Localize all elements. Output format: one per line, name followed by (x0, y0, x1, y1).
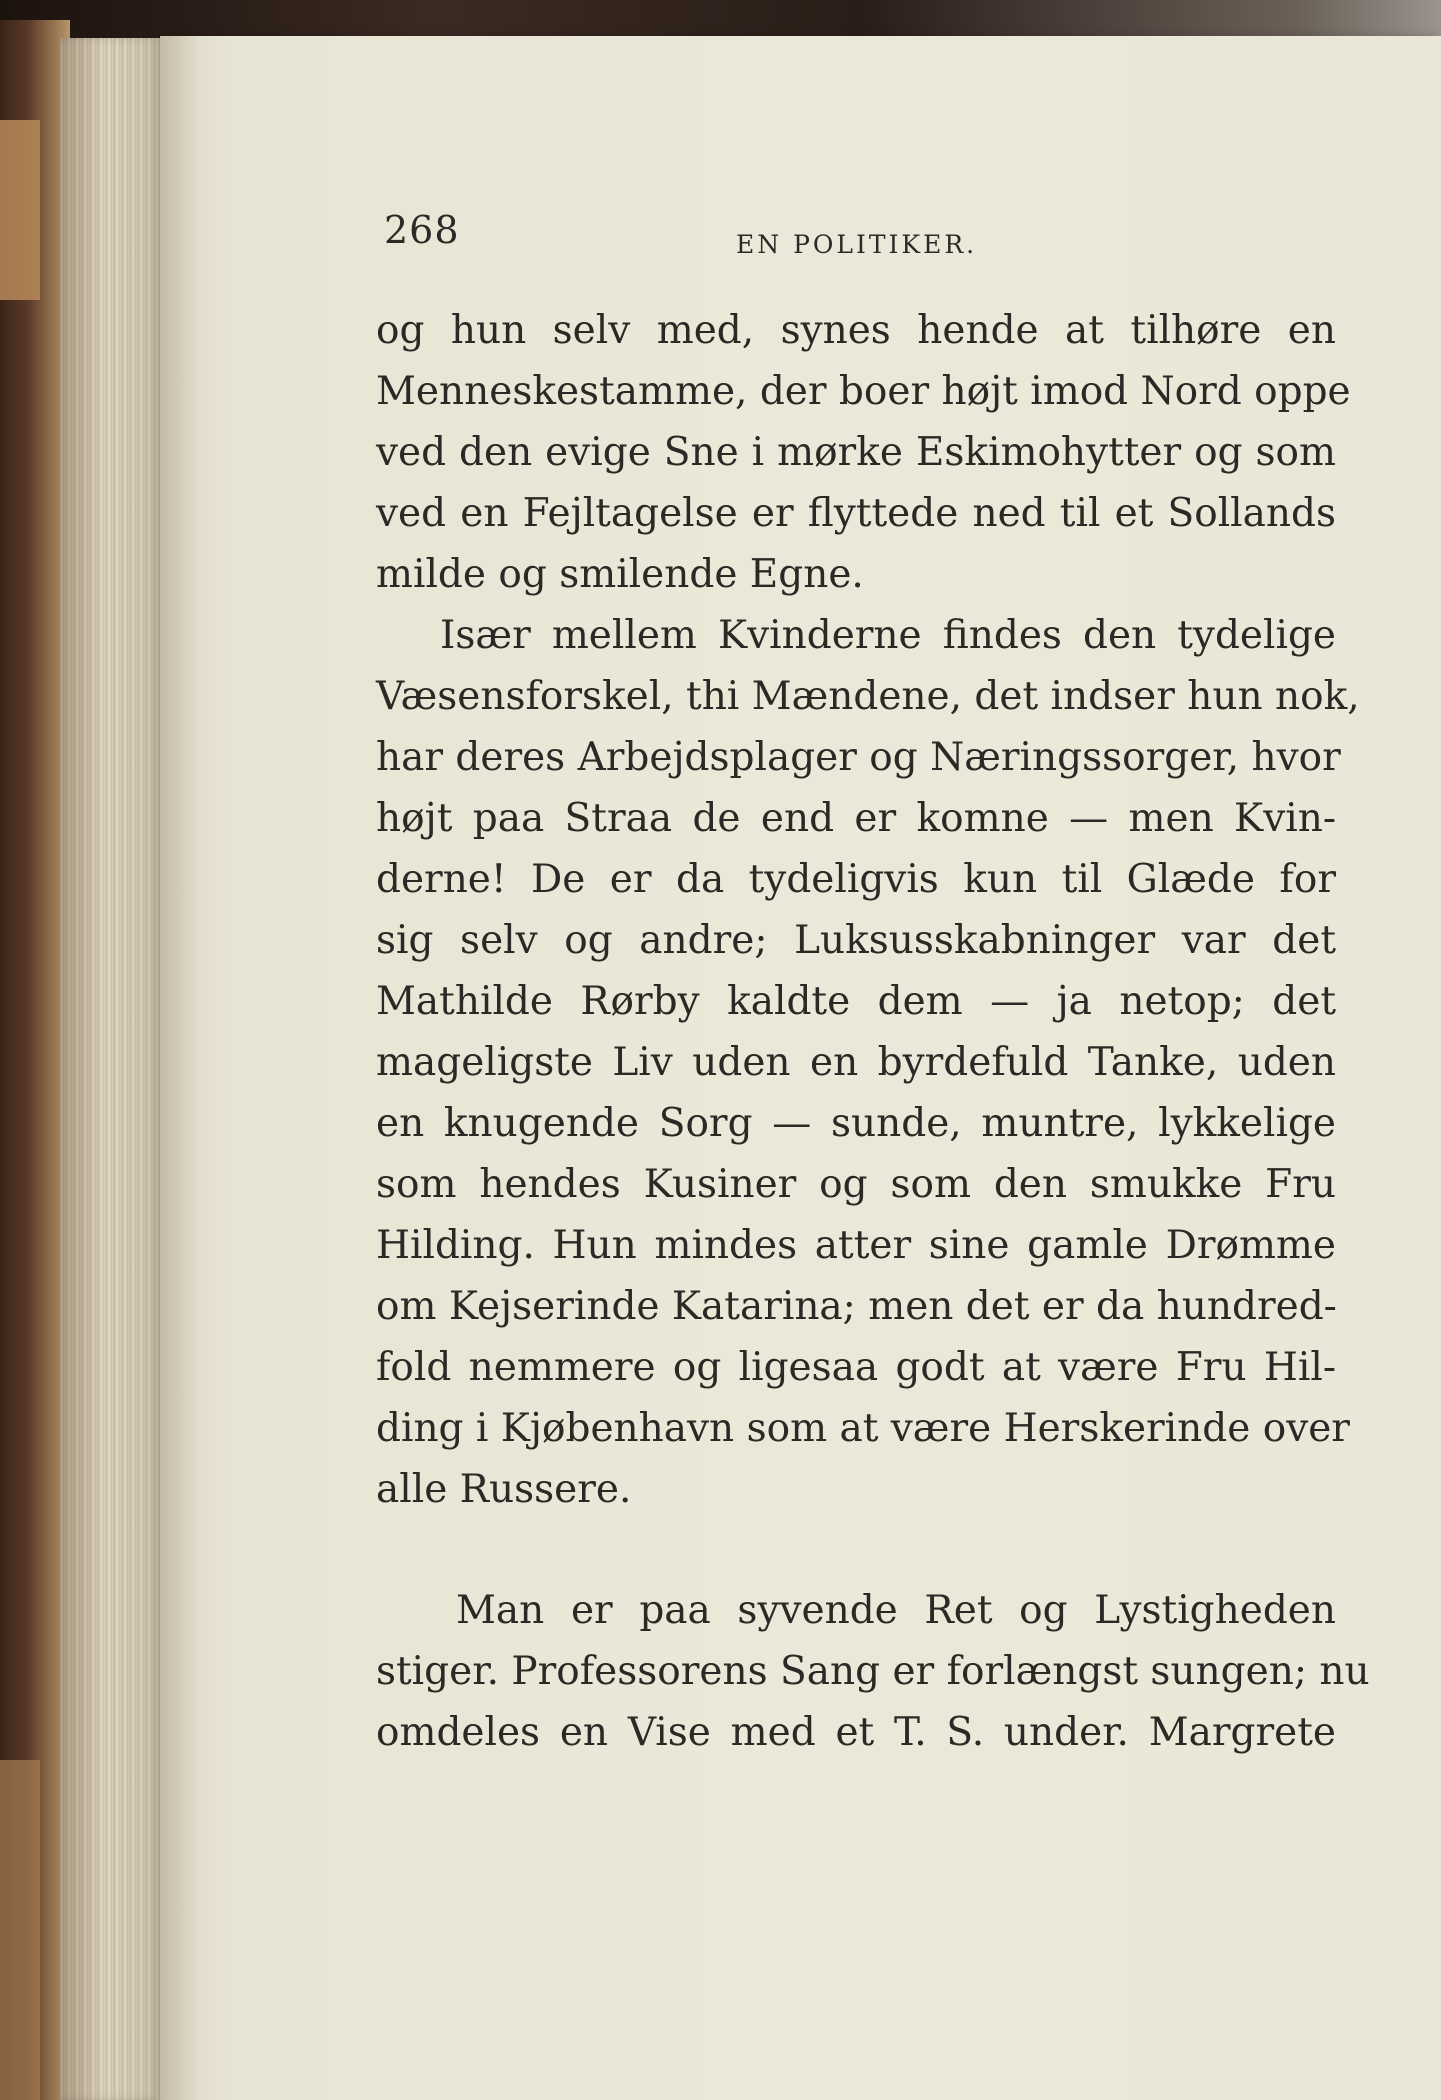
text-line: Især mellem Kvinderne findes den tydelige (440, 613, 1336, 658)
text-line: ved en Fejltagelse er flyttede ned til et Sollands (376, 491, 1336, 536)
text-line: sig selv og andre; Luksusskabninger var det (376, 918, 1336, 963)
text-line: fold nemmere og ligesaa godt at være Fru Hil- (376, 1345, 1336, 1390)
text-line: ding i Kjøbenhavn som at være Herskerinde over (376, 1406, 1350, 1451)
text-line: mageligste Liv uden en byrdefuld Tanke, uden (376, 1040, 1336, 1085)
text-line: Væsensforskel, thi Mændene, det indser hun nok, (376, 674, 1360, 719)
gutter-shadow (160, 36, 200, 2100)
text-line: stiger. Professorens Sang er forlængst sungen; nu (376, 1649, 1370, 1694)
text-line: og hun selv med, synes hende at tilhøre en (376, 308, 1336, 353)
text-line: ved den evige Sne i mørke Eskimohytter og som (376, 430, 1336, 475)
text-line: højt paa Straa de end er komne — men Kvin- (376, 796, 1336, 841)
running-head: EN POLITIKER. (736, 230, 978, 259)
top-background-strip (0, 0, 1441, 40)
text-line: har deres Arbejdsplager og Næringssorger, hvor (376, 735, 1341, 780)
text-line: omdeles en Vise med et T. S. under. Margrete (376, 1710, 1336, 1755)
text-line: derne! De er da tydeligvis kun til Glæde for (376, 857, 1336, 902)
text-line: Menneskestamme, der boer højt imod Nord oppe (376, 369, 1351, 414)
cover-corner-lower (0, 1760, 40, 2100)
text-line: Man er paa syvende Ret og Lystigheden (456, 1588, 1336, 1633)
text-line: milde og smilende Egne. (376, 552, 864, 597)
page-header (384, 208, 1334, 268)
section-break (376, 1520, 1336, 1580)
text-line: alle Russere. (376, 1467, 632, 1512)
text-line: Mathilde Rørby kaldte dem — ja netop; det (376, 979, 1336, 1024)
text-line: Hilding. Hun mindes atter sine gamle Drømme (376, 1223, 1336, 1268)
page-number: 268 (384, 208, 460, 252)
page-stack-shadow (60, 38, 170, 2100)
cover-corner-upper (0, 120, 40, 300)
text-line: en knugende Sorg — sunde, muntre, lykkelige (376, 1101, 1336, 1146)
text-line: om Kejserinde Katarina; men det er da hundred- (376, 1284, 1337, 1329)
body-text (376, 300, 1370, 1763)
text-line: som hendes Kusiner og som den smukke Fru (376, 1162, 1336, 1207)
